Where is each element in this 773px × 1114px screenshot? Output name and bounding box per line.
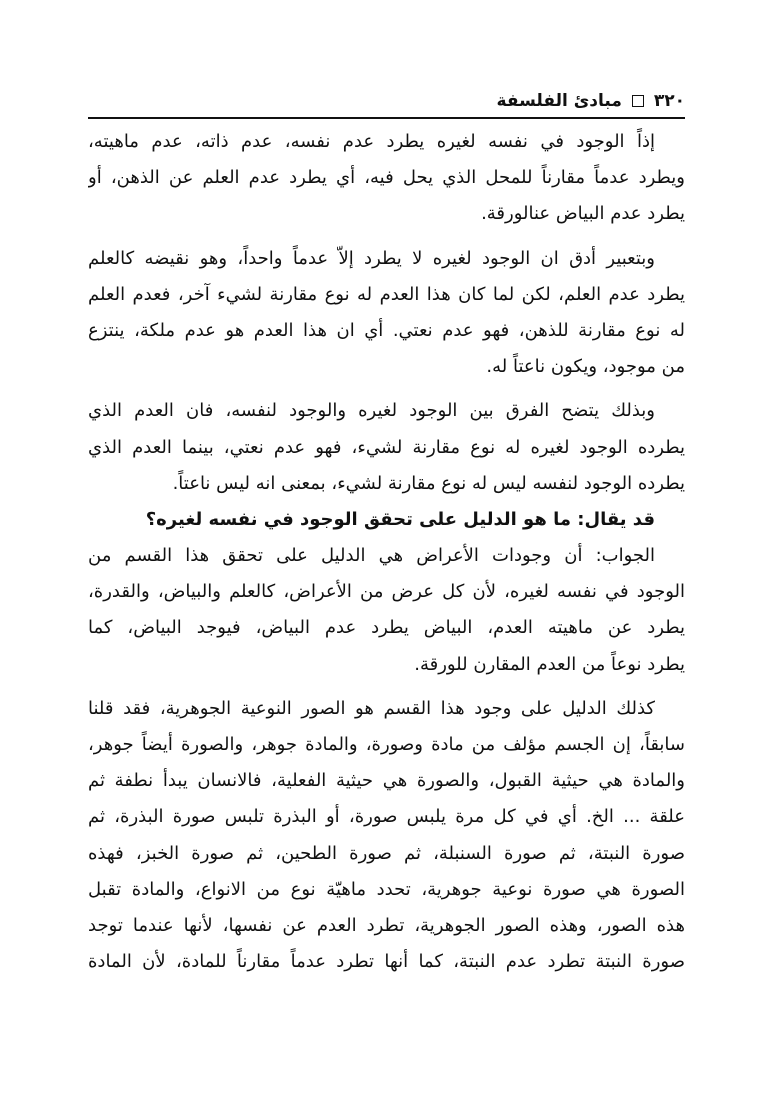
text-line: وبذلك يتضح الفرق بين الوجود لغيره والوجود لنفسه، فان العدم الذي	[88, 400, 655, 422]
question-line: قد يقال: ما هو الدليل على تحقق الوجود في نفسه لغيره؟	[145, 508, 655, 530]
text-line: علقة ... الخ. أي في كل مرة يلبس صورة، أو البذرة تلبس صورة البذرة، ثم	[88, 806, 685, 828]
paragraph	[88, 241, 685, 386]
book-title: مبادئ الفلسفة	[496, 91, 622, 111]
text-line: الصورة هي صورة نوعية جوهرية، تحدد ماهيّة نوع من الانواع، والمادة تقبل	[88, 878, 685, 900]
paragraph	[88, 691, 685, 981]
paragraph	[88, 124, 685, 233]
text-line: وبتعبير أدق ان الوجود لغيره لا يطرد إلاّ عدماً واحداً، وهو نقيضه كالعلم	[88, 247, 655, 269]
text-line: يطرد عدم البياض عنالورقة.	[481, 203, 685, 225]
text-line: الجواب: أن وجودات الأعراض هي الدليل على تحقق هذا القسم من	[88, 545, 655, 567]
running-header	[88, 86, 685, 116]
text-line: صورة النبتة تطرد عدم النبتة، كما أنها تطرد عدماً مقارناً للمادة، لأن المادة	[88, 951, 685, 973]
text-line: يطرده الوجود لغيره له نوع مقارنة لشيء، فهو عدم نعتي، بينما العدم الذي	[88, 436, 685, 458]
text-line: صورة النبتة، ثم صورة السنبلة، ثم صورة الطحين، ثم صورة الخبز، فهذه	[88, 842, 685, 864]
header-rule	[88, 117, 685, 119]
text-line: كذلك الدليل على وجود هذا القسم هو الصور النوعية الجوهرية، فقد قلنا	[88, 697, 655, 719]
text-line: يطرده الوجود لنفسه ليس له نوع مقارنة لشيء، بمعنى انه ليس ناعتاً.	[172, 472, 685, 494]
text-line: سابقاً، إن الجسم مؤلف من مادة وصورة، والمادة جوهر، والصورة أيضاً جوهر،	[88, 734, 685, 755]
text-line: يطرد عدم العلم، لكن لما كان هذا العدم له نوع مقارنة لشيء آخر، فعدم العلم	[88, 283, 685, 305]
text-line: الوجود في نفسه لغيره، لأن كل عرض من الأعراض، كالعلم والبياض، والقدرة،	[88, 581, 685, 603]
answer-paragraph	[88, 538, 685, 683]
page-number: ٣٢٠	[653, 91, 685, 111]
text-line: والمادة هي حيثية القبول، والصورة هي حيثية الفعلية، فالانسان يبدأ نطفة ثم	[88, 770, 685, 792]
text-line: إذاً الوجود في نفسه لغيره يطرد عدم نفسه، عدم ذاته، عدم ماهيته،	[88, 131, 655, 152]
text-line: يطرد عن ماهيته العدم، البياض يطرد عدم البياض، فيوجد البياض، كما	[88, 617, 685, 639]
paragraph	[88, 393, 685, 502]
text-line: له نوع مقارنة للذهن، فهو عدم نعتي. أي ان هذا العدم هو عدم ملكة، ينتزع	[88, 319, 685, 341]
text-line: هذه الصور، وهذه الصور الجوهرية، تطرد العدم عن نفسها، لأنها عندما توجد	[88, 914, 685, 936]
page-body	[88, 124, 685, 980]
text-line: ويطرد عدماً مقارناً للمحل الذي يحل فيه، أي يطرد عدم العلم عن الذهن، أو	[88, 167, 685, 189]
square-ornament-icon	[632, 95, 644, 107]
question-paragraph	[88, 502, 685, 538]
text-line: من موجود، ويكون ناعتاً له.	[486, 356, 685, 378]
text-line: يطرد نوعاً من العدم المقارن للورقة.	[414, 653, 685, 675]
